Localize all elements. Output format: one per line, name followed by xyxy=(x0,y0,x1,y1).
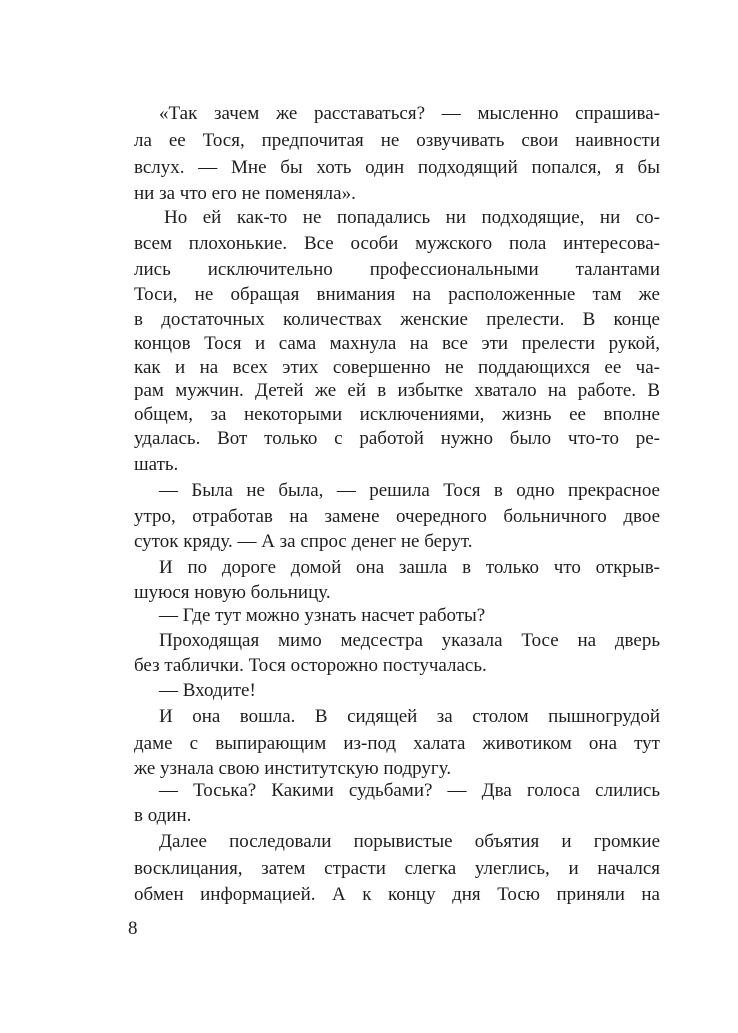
text-line: суток кряду. — А за спрос денег не берут. xyxy=(134,531,473,552)
text-line: даме с выпирающим из-под халата животиком она тут xyxy=(134,733,660,754)
text-line: без таблички. Тося осторожно постучалась. xyxy=(134,655,487,676)
text-line: вслух. — Мне бы хоть один подходящий попался, я бы xyxy=(134,157,660,178)
text-line: ни за что его не поменяла». xyxy=(134,183,356,204)
text-line: как и на всех этих совершенно не поддающихся ее ча- xyxy=(134,357,660,378)
text-line: в один. xyxy=(134,805,192,826)
text-line: Но ей как-то не попадались ни подходящие, ни со- xyxy=(164,207,660,228)
text-line: утро, отработав на замене очередного больничного двое xyxy=(134,506,660,527)
text-line: «Так зачем же расставаться? — мысленно спрашива- xyxy=(159,103,660,124)
text-line: удалась. Вот только с работой нужно было что-то ре- xyxy=(134,428,660,449)
text-line: — Тоська? Какими судьбами? — Два голоса слились xyxy=(159,780,660,801)
text-line: — Где тут можно узнать насчет работы? xyxy=(159,605,486,626)
text-line: шать. xyxy=(134,454,179,475)
text-line: концов Тося и сама махнула на все эти прелести рукой, xyxy=(134,333,660,354)
text-line: — Была не была, — решила Тося в одно прекрасное xyxy=(159,480,660,501)
text-line: рам мужчин. Детей же ей в избытке хватало на работе. В xyxy=(134,380,660,401)
text-line: ла ее Тося, предпочитая не озвучивать свои наивности xyxy=(134,130,660,151)
page-number: 8 xyxy=(128,918,138,939)
text-line: Проходящая мимо медсестра указала Тосе на дверь xyxy=(159,630,660,651)
text-line: в достаточных количествах женские прелести. В конце xyxy=(134,309,660,330)
text-line: И она вошла. В сидящей за столом пышногрудой xyxy=(159,706,660,727)
text-line: лись исключительно профессиональными талантами xyxy=(134,259,660,280)
text-line: же узнала свою институтскую подругу. xyxy=(134,758,452,779)
text-line: общем, за некоторыми исключениями, жизнь ее вполне xyxy=(134,404,660,425)
text-line: Тоси, не обращая внимания на расположенные там же xyxy=(134,284,660,305)
text-line: — Входите! xyxy=(159,680,256,701)
text-line: обмен информацией. А к концу дня Тосю приняли на xyxy=(134,884,660,905)
text-line: восклицания, затем страсти слегка улеглись, и начался xyxy=(134,858,660,879)
text-line: шуюся новую больницу. xyxy=(134,582,331,603)
text-line: Далее последовали порывистые объятия и громкие xyxy=(159,831,660,852)
text-line: всем плохонькие. Все особи мужского пола интересова- xyxy=(134,233,660,254)
text-line: И по дороге домой она зашла в только что открыв- xyxy=(159,557,660,578)
